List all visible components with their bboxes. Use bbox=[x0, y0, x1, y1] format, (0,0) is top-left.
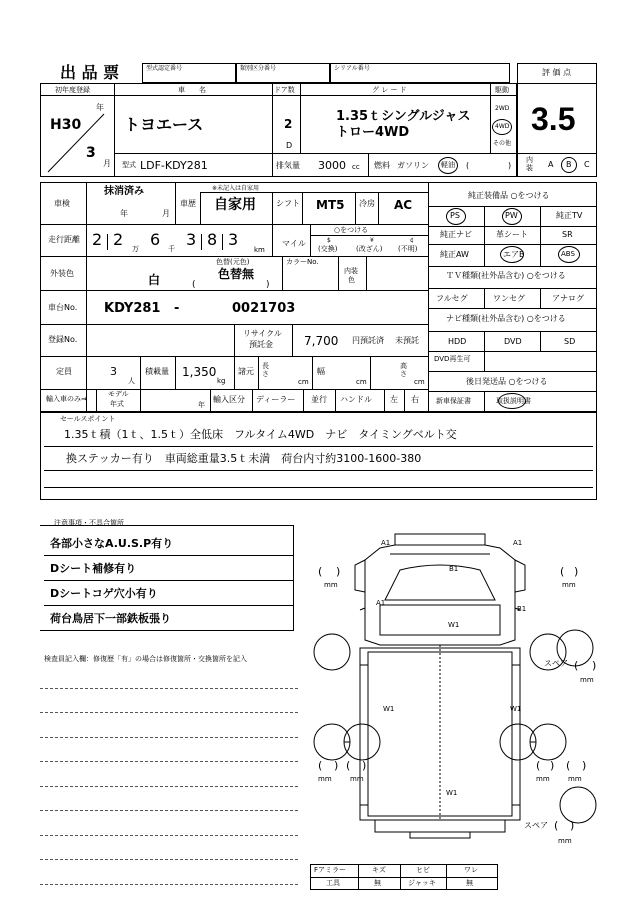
capacity-unit: 人 bbox=[128, 377, 135, 385]
mileage-km: km bbox=[254, 246, 265, 254]
width-cm: cm bbox=[356, 378, 367, 386]
grade-line1: 1.35ｔシングルジャス bbox=[336, 109, 471, 124]
bt-jack: ジャッキ bbox=[408, 879, 436, 887]
registration-label: 登録No. bbox=[48, 335, 78, 344]
later-warranty: 新車保証書 bbox=[436, 397, 471, 405]
altered-symbol: ¥ bbox=[370, 237, 374, 244]
model-year-label-1: モデル bbox=[108, 390, 129, 398]
options-title: 純正装備品 ○をつける bbox=[468, 191, 550, 200]
bracket-rr2-close: ) bbox=[550, 759, 555, 772]
fuel-diesel: 軽油 bbox=[441, 161, 455, 169]
handle-right: 右 bbox=[411, 395, 419, 404]
mm-rr: mm bbox=[568, 775, 582, 783]
ac-label: 冷房 bbox=[359, 199, 375, 208]
height-cm: cm bbox=[414, 378, 425, 386]
spare-bracket-1-open: ( bbox=[574, 659, 579, 672]
dvd-play: DVD再生可 bbox=[434, 355, 471, 363]
tv-fullseg: フルセグ bbox=[436, 294, 468, 303]
swap-label: (交換) bbox=[318, 245, 338, 253]
mileage-digit-1: 2 bbox=[92, 230, 103, 249]
bracket-fl-close: ) bbox=[336, 565, 341, 578]
door-unit: D bbox=[286, 141, 293, 150]
mileage-man: 万 bbox=[132, 245, 139, 253]
chassis-number: 0021703 bbox=[232, 301, 296, 316]
unknown-symbol: ¢ bbox=[410, 237, 414, 244]
private-use-note: ※未記入は自家用 bbox=[212, 185, 260, 192]
model-value: LDF-KDY281 bbox=[140, 159, 208, 172]
repaint-paren-open: ( bbox=[192, 280, 196, 290]
mileage-digit-5: 8 bbox=[207, 230, 218, 249]
first-reg-label: 初年度登録 bbox=[55, 86, 90, 94]
bracket-rl2-open: ( bbox=[346, 759, 351, 772]
length-cm: cm bbox=[298, 378, 309, 386]
label-w1-top: W1 bbox=[448, 621, 460, 629]
mileage-circle-note: ○をつける bbox=[334, 226, 369, 234]
label-a1-mid: A1 bbox=[376, 599, 386, 607]
altered-label: (改ざん) bbox=[356, 245, 383, 253]
fuel-paren-close: ) bbox=[508, 161, 512, 170]
option-aw: 純正AW bbox=[440, 250, 469, 259]
load-label: 積載量 bbox=[145, 367, 169, 376]
mile-label: マイル bbox=[282, 239, 306, 248]
mm-rl2: mm bbox=[350, 775, 364, 783]
note-item-1: 各部小さなA.U.S.P有り bbox=[50, 537, 174, 550]
bracket-fr-close: ) bbox=[574, 565, 579, 578]
mileage-digit-6: 3 bbox=[228, 230, 239, 249]
label-w1-left: W1 bbox=[383, 705, 395, 713]
reg-month-unit: 月 bbox=[103, 159, 111, 168]
option-ps: PS bbox=[450, 211, 460, 220]
bracket-fl-open: ( bbox=[318, 565, 323, 578]
serial-label: シリアル番号 bbox=[334, 65, 370, 72]
car-name: トヨエース bbox=[124, 115, 204, 134]
navi-sd: SD bbox=[564, 337, 576, 346]
chassis-dash: - bbox=[174, 301, 180, 316]
grade-line2: トロー4WD bbox=[336, 125, 410, 140]
label-b1-top: B1 bbox=[449, 565, 459, 573]
shift-value: MT5 bbox=[316, 198, 345, 212]
mileage-digit-2: 2 bbox=[113, 230, 124, 249]
inspection-label: 車検 bbox=[54, 199, 70, 208]
bt-crack: ヒビ bbox=[416, 866, 430, 874]
tv-analog: アナログ bbox=[552, 294, 584, 303]
sales-point-line2: 換ステッカー有り 車両総重量3.5ｔ未満 荷台内寸約3100-1600-380 bbox=[66, 452, 422, 465]
swap-symbol: $ bbox=[327, 237, 331, 244]
repaint-value: 色替無 bbox=[218, 267, 255, 281]
later-title: 後日発送品 ○をつける bbox=[466, 377, 548, 386]
dims-label: 諸元 bbox=[238, 367, 254, 376]
interior-a: A bbox=[548, 160, 554, 169]
drive-label: 駆動 bbox=[495, 86, 509, 94]
mm-spare-2: mm bbox=[558, 837, 572, 845]
model-year-unit: 年 bbox=[198, 401, 205, 409]
bt-fmirror: Fアミラー bbox=[314, 866, 347, 874]
mm-fr: mm bbox=[562, 581, 576, 589]
mm-fl: mm bbox=[324, 581, 338, 589]
label-w1-bottom: W1 bbox=[446, 789, 458, 797]
bt-tools: 工具 bbox=[326, 879, 340, 887]
fuel-gasoline: ガソリン bbox=[397, 161, 429, 170]
unknown-label: (不明) bbox=[398, 245, 418, 253]
history-value: 自家用 bbox=[214, 197, 256, 213]
mileage-digit-3: 6 bbox=[150, 230, 161, 249]
spare-bracket-2-open: ( bbox=[554, 819, 559, 832]
color-label: 外装色 bbox=[50, 269, 74, 278]
spare-bracket-1-close: ) bbox=[592, 659, 597, 672]
bracket-rr-open: ( bbox=[566, 759, 571, 772]
option-airbag: エアB bbox=[503, 250, 525, 259]
bt-none-1: 無 bbox=[374, 879, 381, 887]
load-kg: kg bbox=[217, 377, 226, 385]
option-sr: SR bbox=[562, 230, 573, 239]
displacement-value: 3000 bbox=[318, 159, 346, 172]
height-label: 高さ bbox=[400, 362, 407, 378]
score-label: 評 価 点 bbox=[542, 68, 572, 77]
note-item-4: 荷台鳥居下一部鉄板張り bbox=[50, 612, 171, 625]
notes-label: 注意事項・不具合箇所 bbox=[54, 519, 124, 527]
doors-value: 2 bbox=[284, 117, 293, 131]
note-item-2: Dシート補修有り bbox=[50, 562, 137, 575]
handle-label: ハンドル bbox=[340, 395, 372, 404]
recycle-amount: 7,700 bbox=[304, 334, 339, 348]
interior-b: B bbox=[566, 160, 572, 169]
bt-none-2: 無 bbox=[466, 879, 473, 887]
tv-oneseg: ワンセグ bbox=[493, 294, 525, 303]
sales-point-label: セールスポイント bbox=[60, 415, 116, 423]
note-item-3: Dシートコゲ穴小有り bbox=[50, 587, 158, 600]
displacement-label: 排気量 bbox=[276, 161, 300, 170]
color-no-label: カラーNo. bbox=[286, 258, 319, 266]
reg-era: H30 bbox=[50, 117, 82, 133]
recycle-label-2: 預託金 bbox=[249, 340, 273, 349]
reg-year-unit: 年 bbox=[96, 103, 104, 112]
recycle-deposited: 円預託済 bbox=[352, 336, 384, 345]
inspector-label: 検査員記入欄：修復歴「有」の場合は修復箇所・交換箇所を記入 bbox=[44, 655, 247, 663]
bracket-rl2-close: ) bbox=[362, 759, 367, 772]
bracket-rl-close: ) bbox=[334, 759, 339, 772]
interior-color-label-1: 内装 bbox=[344, 267, 358, 275]
repaint-label: 色替(元色) bbox=[216, 258, 250, 266]
import-label: 輸入車のみ⇒ bbox=[46, 395, 87, 403]
car-name-label: 車 名 bbox=[178, 86, 206, 94]
length-label: 長さ bbox=[262, 362, 269, 378]
import-parallel: 並行 bbox=[311, 395, 327, 404]
mileage-label: 走行距離 bbox=[48, 235, 80, 244]
bt-scratch: キズ bbox=[372, 866, 386, 874]
bt-break: ワレ bbox=[464, 866, 478, 874]
recycle-not-deposited: 未預託 bbox=[395, 336, 419, 345]
chassis-label: 車台No. bbox=[48, 303, 78, 312]
width-label: 幅 bbox=[317, 367, 325, 376]
option-tv: 純正TV bbox=[556, 211, 583, 220]
load-value: 1,350 bbox=[182, 365, 217, 379]
bracket-rl-open: ( bbox=[318, 759, 323, 772]
spare-label-1: スペア bbox=[544, 659, 568, 668]
import-type-label: 輸入区分 bbox=[213, 395, 245, 404]
navi-dvd: DVD bbox=[504, 337, 522, 346]
recycle-label-1: リサイクル bbox=[243, 329, 282, 338]
interior-color-label-2: 色 bbox=[348, 276, 355, 284]
navi-type-title: ナビ種類(社外品含む) ○をつける bbox=[446, 314, 566, 323]
spare-bracket-2-close: ) bbox=[570, 819, 575, 832]
sales-point-line1: 1.35ｔ積（1ｔ、1.5ｔ）全低床 フルタイム4WD ナビ タイミングベルト交 bbox=[64, 428, 457, 441]
mm-rl: mm bbox=[318, 775, 332, 783]
capacity-label: 定員 bbox=[56, 367, 72, 376]
repaint-paren-close: ) bbox=[266, 280, 270, 290]
model-cert-label: 型式認定番号 bbox=[146, 65, 183, 72]
cc-unit: cc bbox=[352, 163, 360, 171]
interior-c: C bbox=[584, 160, 590, 169]
later-manual: 取扱説明書 bbox=[496, 397, 531, 405]
label-a1-right: A1 bbox=[513, 539, 523, 547]
page-title: 出 品 票 bbox=[60, 63, 120, 82]
reg-slash bbox=[44, 110, 110, 174]
import-dealer: ディーラー bbox=[256, 395, 296, 404]
tv-type-title: ＴＶ種類(社外品含む) ○をつける bbox=[446, 271, 566, 280]
grade-label: グ レ ー ド bbox=[372, 86, 407, 94]
drive-other: その他 bbox=[493, 140, 512, 147]
bracket-rr-close: ) bbox=[582, 759, 587, 772]
model-label: 型式 bbox=[122, 161, 136, 169]
mm-spare-1: mm bbox=[580, 676, 594, 684]
label-a1-left: A1 bbox=[381, 539, 391, 547]
mm-rr2: mm bbox=[536, 775, 550, 783]
spare-label-2: スペア bbox=[524, 821, 548, 830]
interior-label: 内装 bbox=[526, 156, 533, 172]
option-leather: 革シート bbox=[496, 230, 528, 239]
chassis-prefix: KDY281 bbox=[104, 301, 161, 316]
fuel-label: 燃料 bbox=[374, 161, 390, 170]
model-year-label-2: 年式 bbox=[110, 400, 124, 408]
label-b1-side: B1 bbox=[517, 605, 527, 613]
mileage-digit-4: 3 bbox=[186, 230, 197, 249]
option-pw: PW bbox=[505, 211, 518, 220]
history-label: 車歴 bbox=[180, 199, 196, 208]
shift-label: シフト bbox=[276, 199, 300, 208]
capacity-value: 3 bbox=[110, 365, 117, 378]
drive-2wd: 2WD bbox=[495, 105, 510, 112]
inspection-status: 抹消済み bbox=[104, 186, 144, 197]
navi-hdd: HDD bbox=[448, 337, 467, 346]
fuel-paren-open: ( bbox=[466, 161, 470, 170]
option-abs: ABS bbox=[561, 250, 575, 258]
handle-left: 左 bbox=[390, 395, 398, 404]
label-w1-right: W1 bbox=[510, 705, 522, 713]
color-value: 白 bbox=[148, 273, 161, 287]
inspection-month-unit: 月 bbox=[162, 209, 170, 218]
drive-4wd: 4WD bbox=[495, 123, 510, 130]
option-navi: 純正ナビ bbox=[440, 230, 472, 239]
bracket-fr-open: ( bbox=[560, 565, 565, 578]
doors-label: ドア数 bbox=[274, 86, 295, 94]
reg-month: 3 bbox=[86, 145, 96, 161]
ac-value: AC bbox=[394, 198, 413, 212]
bracket-rr2-open: ( bbox=[536, 759, 541, 772]
inspection-year-unit: 年 bbox=[120, 209, 128, 218]
mileage-sen: 千 bbox=[168, 245, 175, 253]
score-value: 3.5 bbox=[531, 101, 576, 137]
class-label: 類別区分番号 bbox=[240, 65, 277, 72]
